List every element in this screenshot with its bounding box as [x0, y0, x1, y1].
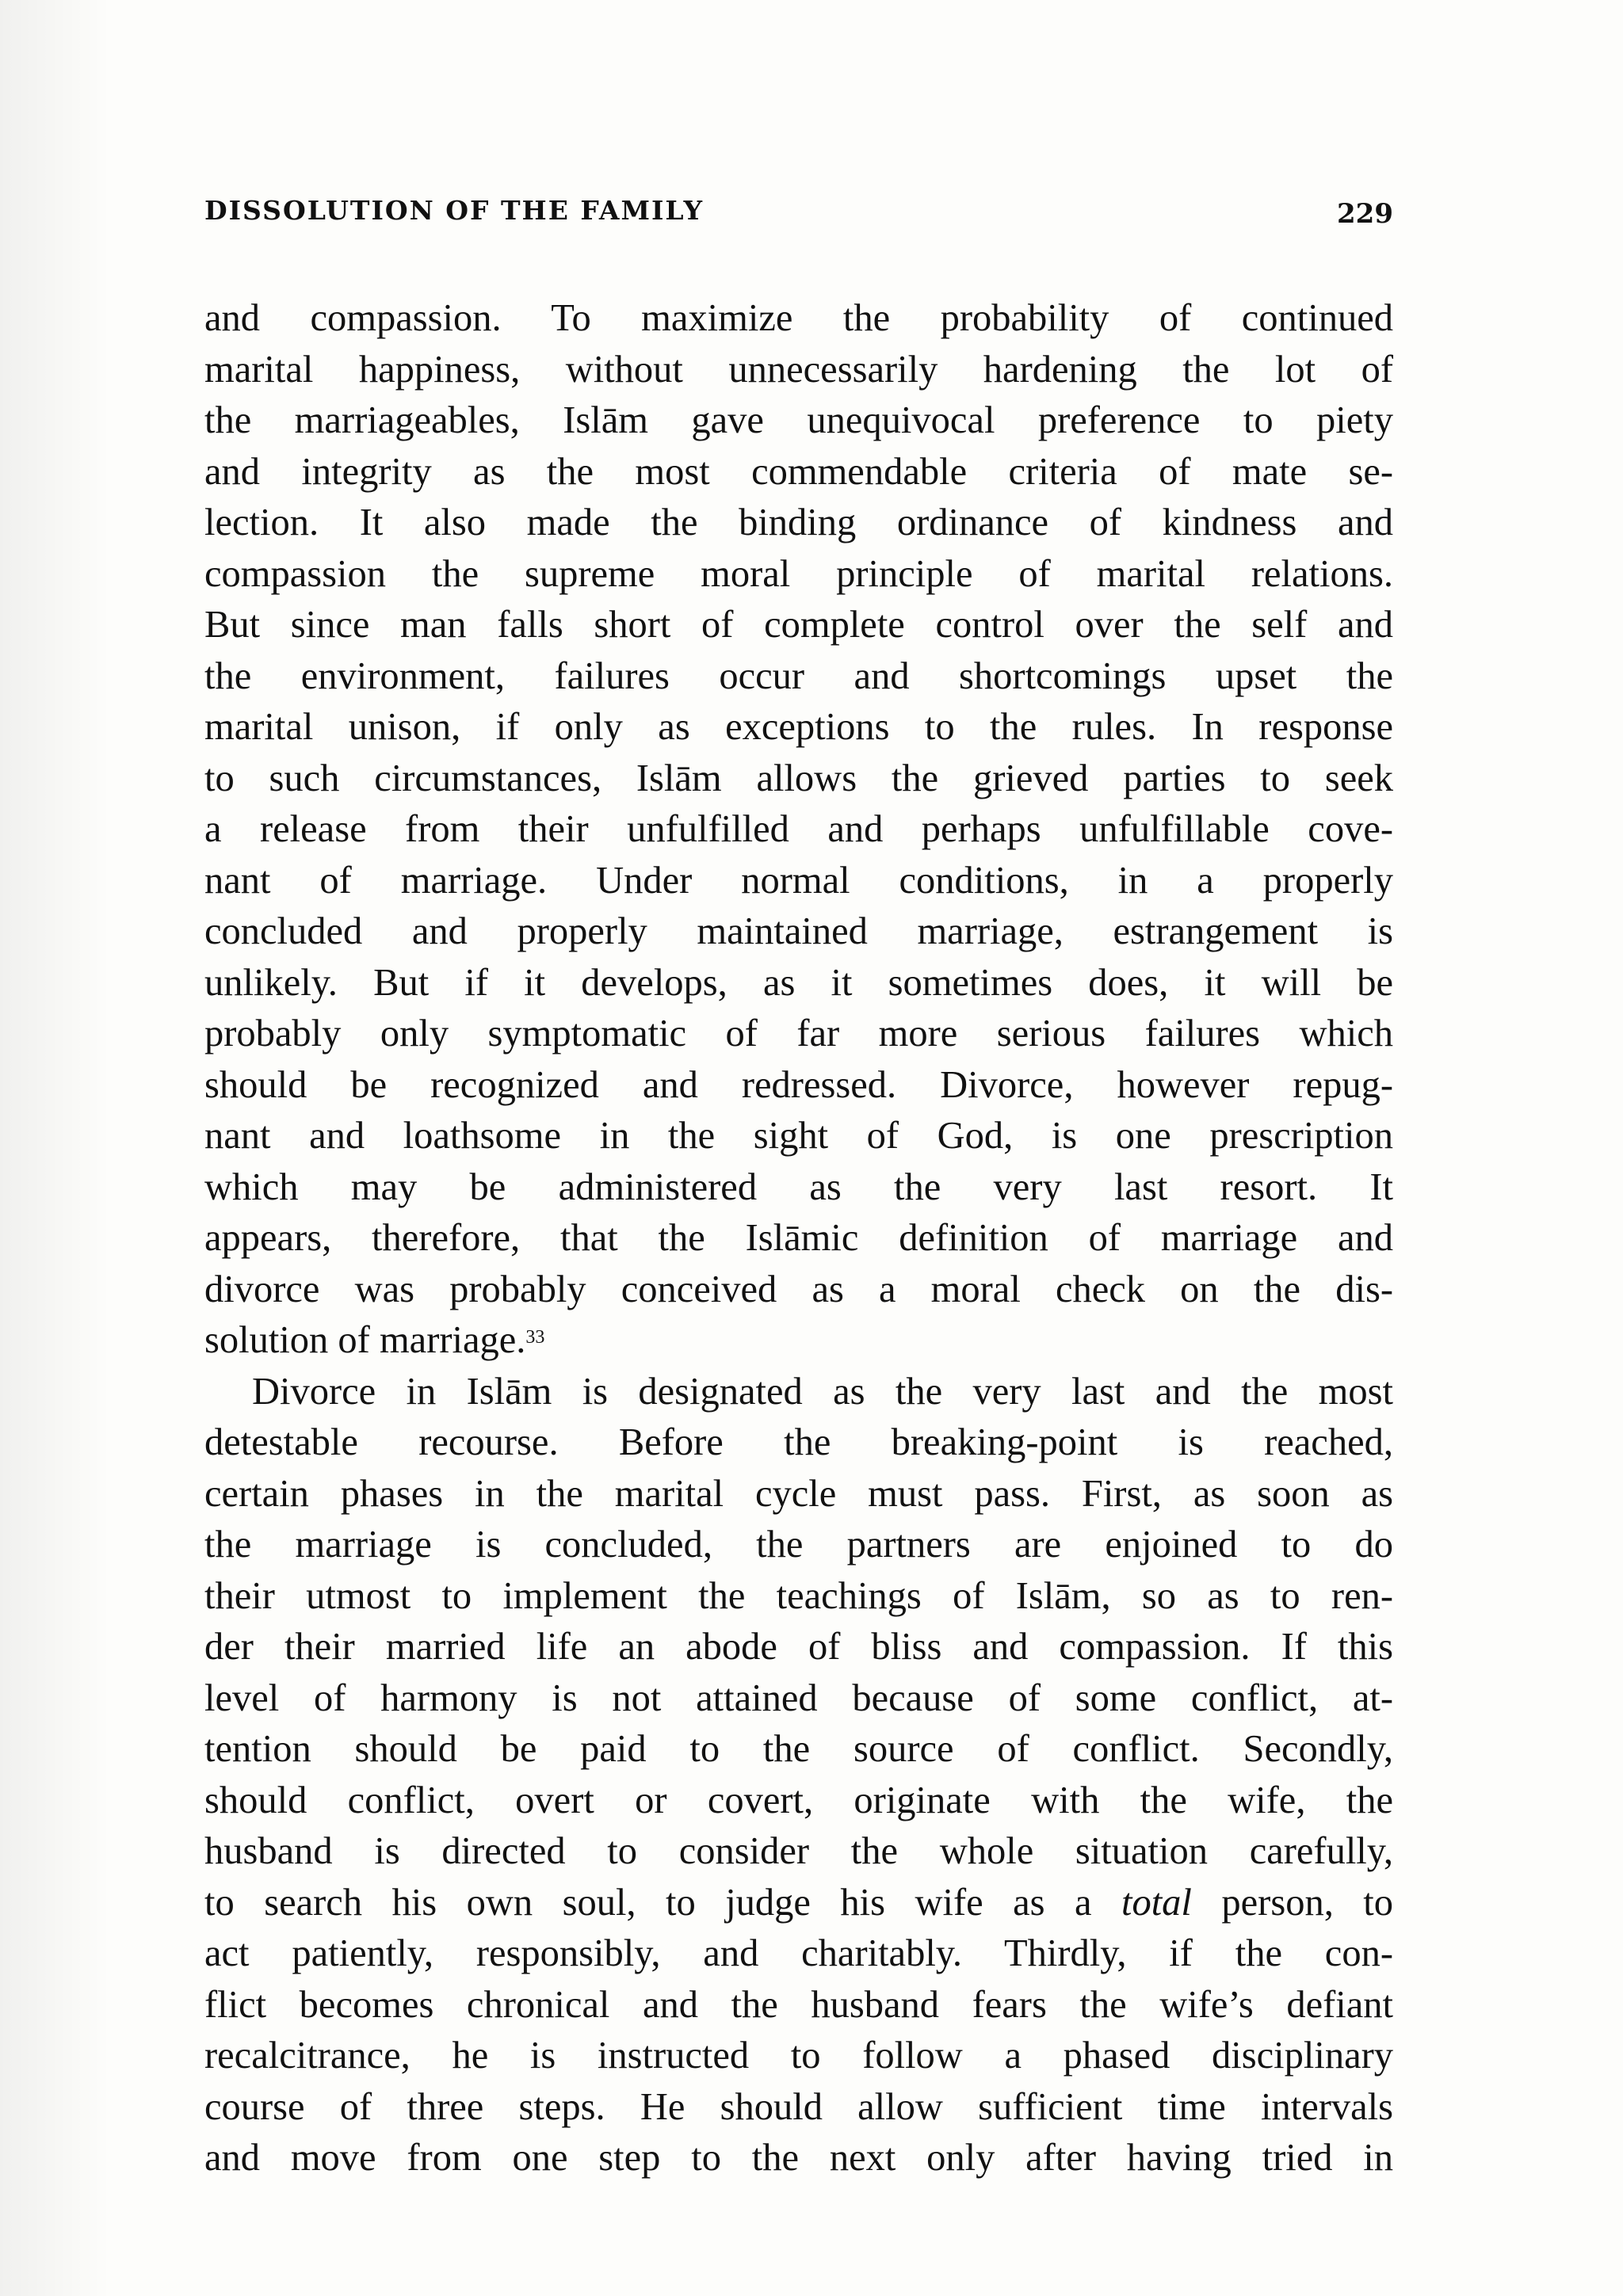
line-text: which may be administered as the very last resort. It [204, 1165, 1393, 1208]
text-line [204, 651, 1393, 703]
text-line [204, 804, 1393, 856]
text-line [204, 1571, 1393, 1623]
line-text: tention should be paid to the source of conflict. Secondly, [204, 1728, 1393, 1770]
text-line [204, 1826, 1393, 1878]
text-line [204, 2082, 1393, 2134]
line-text: concluded and properly maintained marriage, estrangement is [204, 910, 1393, 952]
line-text: nant of marriage. Under normal conditions, in a properly [204, 859, 1393, 902]
text-line [204, 1315, 1393, 1367]
text-line [204, 345, 1393, 396]
line-text: nant and loathsome in the sight of God, is one prescription [204, 1115, 1393, 1157]
line-text: the marriage is concluded, the partners are enjoined to do [204, 1524, 1393, 1566]
line-text: Divorce in Islām is designated as the very last and the most [252, 1370, 1393, 1413]
line-text: compassion the supreme moral principle of marital relations. [204, 552, 1393, 595]
line-text: certain phases in the marital cycle must pass. First, as soon as [204, 1472, 1393, 1515]
text-line [204, 1213, 1393, 1264]
text-line [204, 1111, 1393, 1162]
paragraph-1 [204, 293, 1393, 1367]
line-text: person, to [1191, 1881, 1394, 1924]
text-line [204, 1367, 1393, 1418]
running-title: DISSOLUTION OF THE FAMILY [204, 195, 705, 226]
line-text: divorce was probably conceived as a moral check on the dis- [204, 1268, 1393, 1310]
text-line [204, 1673, 1393, 1725]
line-text: marital unison, if only as exceptions to the rules. In response [204, 706, 1393, 748]
text-line [204, 1980, 1393, 2031]
text-line [204, 2133, 1393, 2184]
line-text: act patiently, responsibly, and charitably. Thirdly, if the con- [204, 1932, 1393, 1974]
line-text: flict becomes chronical and the husband fears the wife’s defiant [204, 1983, 1393, 2026]
running-head [204, 193, 1393, 233]
line-text: should be recognized and redressed. Divorce, however repug- [204, 1063, 1393, 1106]
text-line [204, 1724, 1393, 1775]
text-line [204, 1060, 1393, 1112]
text-line [204, 447, 1393, 498]
line-text: to search his own soul, to judge his wife as a [204, 1881, 1121, 1924]
line-text: detestable recourse. Before the breaking-point is reached, [204, 1421, 1393, 1463]
line-text: and move from one step to the next only after having tried in [204, 2137, 1393, 2179]
text-line [204, 753, 1393, 805]
text-line [204, 549, 1393, 601]
line-text: and integrity as the most commendable criteria of mate se- [204, 450, 1393, 493]
text-line [204, 1622, 1393, 1673]
text-line [204, 498, 1393, 549]
line-text: marital happiness, without unnecessarily hardening the lot of [204, 348, 1393, 391]
text-line [204, 906, 1393, 958]
line-text: the marriageables, Islām gave unequivocal preference to piety [204, 399, 1393, 441]
text-line [204, 1162, 1393, 1214]
text-line [204, 1928, 1393, 1980]
text-line [204, 1775, 1393, 1827]
text-line [204, 600, 1393, 651]
line-text: the environment, failures occur and shortcomings upset the [204, 654, 1393, 697]
text-line [204, 1520, 1393, 1571]
line-text: lection. It also made the binding ordinance of kindness and [204, 502, 1393, 543]
line-text: solution of marriage. [204, 1319, 526, 1361]
line-text: course of three steps. He should allow sufficient time intervals [204, 2085, 1393, 2128]
text-line [204, 1469, 1393, 1520]
paragraph-2 [204, 1367, 1393, 2184]
line-text: to such circumstances, Islām allows the grieved parties to seek [204, 757, 1393, 799]
line-text: their utmost to implement the teachings of Islām, so as to ren- [204, 1574, 1393, 1617]
line-text: should conflict, overt or covert, originate with the wife, the [204, 1779, 1393, 1821]
text-line [204, 1878, 1393, 1929]
text-line [204, 958, 1393, 1009]
line-text: level of harmony is not attained because of some conflict, at- [204, 1676, 1393, 1719]
line-text: unlikely. But if it develops, as it sometimes does, it will be [204, 961, 1393, 1004]
line-text: husband is directed to consider the whole situation carefully, [204, 1830, 1393, 1872]
page-number: 229 [1337, 198, 1393, 230]
text-line [204, 1009, 1393, 1060]
line-text: But since man falls short of complete control over the self and [204, 604, 1393, 646]
line-text: and compassion. To maximize the probability of continued [204, 297, 1393, 339]
text-line [204, 1417, 1393, 1469]
line-text: recalcitrance, he is instructed to follow a phased disciplinary [204, 2035, 1393, 2077]
text-line [204, 1264, 1393, 1316]
text-line [204, 856, 1393, 907]
body-text [204, 293, 1393, 2184]
text-line [204, 293, 1393, 345]
page-gutter-shadow [0, 0, 111, 2296]
text-line [204, 702, 1393, 753]
line-text: der their married life an abode of bliss and compassion. If this [204, 1626, 1393, 1668]
text-line [204, 395, 1393, 447]
line-text: appears, therefore, that the Islāmic definition of marriage and [204, 1217, 1393, 1259]
text-line [204, 2031, 1393, 2082]
line-text: probably only symptomatic of far more serious failures which [204, 1013, 1393, 1055]
footnote-ref: 33 [525, 1327, 545, 1348]
italic-word: total [1121, 1881, 1192, 1924]
line-text: a release from their unfulfilled and perhaps unfulfillable cove- [204, 808, 1393, 850]
